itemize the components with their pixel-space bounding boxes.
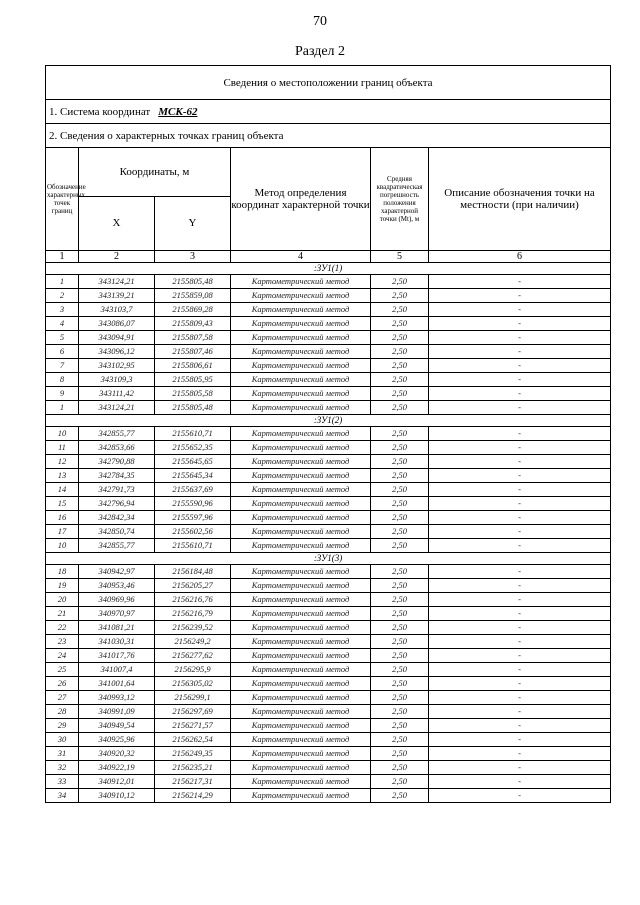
table-row <box>46 775 611 789</box>
coord-y: 2155602,56 <box>155 525 231 539</box>
coord-x: 341007,4 <box>79 663 155 677</box>
group-label: :ЗУ1(1) <box>46 263 611 275</box>
precision: 2,50 <box>371 663 429 677</box>
precision: 2,50 <box>371 677 429 691</box>
point-number: 9 <box>46 387 79 401</box>
coord-y: 2155645,34 <box>155 469 231 483</box>
coord-x: 343109,3 <box>79 373 155 387</box>
header-description: Описание обозначения точки на местности (при наличии) <box>429 148 611 251</box>
table-row <box>46 649 611 663</box>
column-number: 6 <box>429 251 611 263</box>
description: - <box>429 483 611 497</box>
precision: 2,50 <box>371 331 429 345</box>
coord-x: 340970,97 <box>79 607 155 621</box>
precision: 2,50 <box>371 427 429 441</box>
table-row <box>46 345 611 359</box>
description: - <box>429 317 611 331</box>
coord-y: 2155645,65 <box>155 455 231 469</box>
precision: 2,50 <box>371 497 429 511</box>
coord-y: 2156216,76 <box>155 593 231 607</box>
table-row <box>46 455 611 469</box>
coord-x: 340910,12 <box>79 789 155 803</box>
point-number: 5 <box>46 331 79 345</box>
coord-x: 343102,95 <box>79 359 155 373</box>
description: - <box>429 359 611 373</box>
method: Картометрический метод <box>231 789 371 803</box>
coord-x: 341030,31 <box>79 635 155 649</box>
description: - <box>429 539 611 553</box>
table-row <box>46 483 611 497</box>
column-number: 3 <box>155 251 231 263</box>
point-number: 3 <box>46 303 79 317</box>
coord-y: 2156262,54 <box>155 733 231 747</box>
column-number: 5 <box>371 251 429 263</box>
coord-x: 342796,94 <box>79 497 155 511</box>
method: Картометрический метод <box>231 401 371 415</box>
precision: 2,50 <box>371 579 429 593</box>
precision: 2,50 <box>371 539 429 553</box>
table-row <box>46 593 611 607</box>
method: Картометрический метод <box>231 733 371 747</box>
coord-y: 2155610,71 <box>155 427 231 441</box>
coord-x: 343139,21 <box>79 289 155 303</box>
coord-y: 2155809,43 <box>155 317 231 331</box>
precision: 2,50 <box>371 373 429 387</box>
coord-y: 2156217,31 <box>155 775 231 789</box>
method: Картометрический метод <box>231 387 371 401</box>
table-row <box>46 401 611 415</box>
method: Картометрический метод <box>231 677 371 691</box>
description: - <box>429 705 611 719</box>
table-row <box>46 525 611 539</box>
column-number: 4 <box>231 251 371 263</box>
coord-x: 342850,74 <box>79 525 155 539</box>
group-row <box>46 415 611 427</box>
coord-x: 343086,07 <box>79 317 155 331</box>
group-row <box>46 263 611 275</box>
coord-y: 2155597,96 <box>155 511 231 525</box>
point-number: 18 <box>46 565 79 579</box>
description: - <box>429 455 611 469</box>
coord-x: 343111,42 <box>79 387 155 401</box>
description: - <box>429 649 611 663</box>
description: - <box>429 469 611 483</box>
point-number: 10 <box>46 539 79 553</box>
coord-x: 340912,01 <box>79 775 155 789</box>
table-row <box>46 303 611 317</box>
coord-y: 2156295,9 <box>155 663 231 677</box>
coord-y: 2156214,29 <box>155 789 231 803</box>
table-row <box>46 373 611 387</box>
point-number: 2 <box>46 289 79 303</box>
table-row <box>46 705 611 719</box>
table-row <box>46 275 611 289</box>
method: Картометрический метод <box>231 373 371 387</box>
table-row <box>46 441 611 455</box>
method: Картометрический метод <box>231 593 371 607</box>
precision: 2,50 <box>371 719 429 733</box>
coord-x: 342790,88 <box>79 455 155 469</box>
precision: 2,50 <box>371 345 429 359</box>
coord-y: 2155807,58 <box>155 331 231 345</box>
header-coordinates: Координаты, м <box>79 148 231 197</box>
point-number: 33 <box>46 775 79 789</box>
coord-x: 342855,77 <box>79 427 155 441</box>
table-row <box>46 469 611 483</box>
method: Картометрический метод <box>231 761 371 775</box>
coord-y: 2156184,48 <box>155 565 231 579</box>
precision: 2,50 <box>371 303 429 317</box>
point-number: 14 <box>46 483 79 497</box>
method: Картометрический метод <box>231 705 371 719</box>
header-x: X <box>79 197 155 251</box>
description: - <box>429 275 611 289</box>
method: Картометрический метод <box>231 289 371 303</box>
coord-x: 340991,09 <box>79 705 155 719</box>
point-number: 29 <box>46 719 79 733</box>
point-number: 20 <box>46 593 79 607</box>
description: - <box>429 303 611 317</box>
point-number: 30 <box>46 733 79 747</box>
coord-x: 340920,32 <box>79 747 155 761</box>
point-number: 13 <box>46 469 79 483</box>
description: - <box>429 401 611 415</box>
coord-x: 341001,64 <box>79 677 155 691</box>
coord-x: 342791,73 <box>79 483 155 497</box>
description: - <box>429 775 611 789</box>
method: Картометрический метод <box>231 275 371 289</box>
description: - <box>429 497 611 511</box>
method: Картометрический метод <box>231 649 371 663</box>
coord-y: 2155610,71 <box>155 539 231 553</box>
point-number: 23 <box>46 635 79 649</box>
precision: 2,50 <box>371 775 429 789</box>
table-row <box>46 719 611 733</box>
point-number: 10 <box>46 427 79 441</box>
table-row <box>46 289 611 303</box>
table-row <box>46 691 611 705</box>
point-number: 12 <box>46 455 79 469</box>
precision: 2,50 <box>371 275 429 289</box>
column-number: 2 <box>79 251 155 263</box>
coordinate-system-value: МСК-62 <box>158 105 198 118</box>
description: - <box>429 387 611 401</box>
coord-y: 2156205,27 <box>155 579 231 593</box>
coordinate-system-label: 1. Система координат <box>49 105 151 118</box>
description: - <box>429 621 611 635</box>
point-number: 28 <box>46 705 79 719</box>
point-number: 7 <box>46 359 79 373</box>
coord-x: 343124,21 <box>79 401 155 415</box>
coord-x: 342853,66 <box>79 441 155 455</box>
description: - <box>429 663 611 677</box>
precision: 2,50 <box>371 317 429 331</box>
precision: 2,50 <box>371 483 429 497</box>
coord-x: 342855,77 <box>79 539 155 553</box>
point-number: 26 <box>46 677 79 691</box>
description: - <box>429 345 611 359</box>
table-row <box>46 677 611 691</box>
point-number: 1 <box>46 401 79 415</box>
method: Картометрический метод <box>231 525 371 539</box>
table-row <box>46 317 611 331</box>
coord-y: 2155807,46 <box>155 345 231 359</box>
coord-x: 341081,21 <box>79 621 155 635</box>
description: - <box>429 427 611 441</box>
precision: 2,50 <box>371 289 429 303</box>
method: Картометрический метод <box>231 469 371 483</box>
precision: 2,50 <box>371 511 429 525</box>
method: Картометрический метод <box>231 497 371 511</box>
method: Картометрический метод <box>231 331 371 345</box>
table-row <box>46 565 611 579</box>
precision: 2,50 <box>371 747 429 761</box>
description: - <box>429 677 611 691</box>
table-row <box>46 621 611 635</box>
point-number: 16 <box>46 511 79 525</box>
precision: 2,50 <box>371 649 429 663</box>
coord-y: 2155652,35 <box>155 441 231 455</box>
precision: 2,50 <box>371 565 429 579</box>
coord-y: 2155805,48 <box>155 401 231 415</box>
description: - <box>429 289 611 303</box>
point-number: 8 <box>46 373 79 387</box>
method: Картометрический метод <box>231 565 371 579</box>
point-number: 6 <box>46 345 79 359</box>
method: Картометрический метод <box>231 775 371 789</box>
coordinate-system-row <box>46 100 611 124</box>
table-row <box>46 789 611 803</box>
table-row <box>46 607 611 621</box>
point-number: 34 <box>46 789 79 803</box>
coord-x: 340942,97 <box>79 565 155 579</box>
coord-x: 340922,19 <box>79 761 155 775</box>
method: Картометрический метод <box>231 691 371 705</box>
points-heading: 2. Сведения о характерных точках границ объекта <box>46 124 611 148</box>
description: - <box>429 579 611 593</box>
method: Картометрический метод <box>231 511 371 525</box>
header-method: Метод определения координат характерной точки <box>231 148 371 251</box>
method: Картометрический метод <box>231 483 371 497</box>
point-number: 25 <box>46 663 79 677</box>
coord-y: 2155805,58 <box>155 387 231 401</box>
method: Картометрический метод <box>231 441 371 455</box>
coord-y: 2156216,79 <box>155 607 231 621</box>
point-number: 27 <box>46 691 79 705</box>
table-title: Сведения о местоположении границ объекта <box>46 66 611 100</box>
description: - <box>429 607 611 621</box>
description: - <box>429 747 611 761</box>
coord-y: 2155859,08 <box>155 289 231 303</box>
method: Картометрический метод <box>231 539 371 553</box>
method: Картометрический метод <box>231 427 371 441</box>
precision: 2,50 <box>371 733 429 747</box>
table-row <box>46 761 611 775</box>
precision: 2,50 <box>371 621 429 635</box>
section-title: Раздел 2 <box>294 44 346 59</box>
table-row <box>46 387 611 401</box>
coord-y: 2156235,21 <box>155 761 231 775</box>
precision: 2,50 <box>371 401 429 415</box>
coord-y: 2156277,62 <box>155 649 231 663</box>
coord-y: 2155806,61 <box>155 359 231 373</box>
coord-y: 2155805,95 <box>155 373 231 387</box>
column-number: 1 <box>46 251 79 263</box>
description: - <box>429 525 611 539</box>
description: - <box>429 761 611 775</box>
precision: 2,50 <box>371 593 429 607</box>
coord-y: 2156299,1 <box>155 691 231 705</box>
method: Картометрический метод <box>231 359 371 373</box>
precision: 2,50 <box>371 607 429 621</box>
description: - <box>429 511 611 525</box>
method: Картометрический метод <box>231 303 371 317</box>
coord-y: 2156239,52 <box>155 621 231 635</box>
precision: 2,50 <box>371 441 429 455</box>
coord-x: 343103,7 <box>79 303 155 317</box>
table-row <box>46 359 611 373</box>
point-number: 11 <box>46 441 79 455</box>
point-number: 4 <box>46 317 79 331</box>
description: - <box>429 719 611 733</box>
coord-x: 341017,76 <box>79 649 155 663</box>
description: - <box>429 565 611 579</box>
coord-x: 342784,35 <box>79 469 155 483</box>
table-row <box>46 747 611 761</box>
point-number: 22 <box>46 621 79 635</box>
table-row <box>46 331 611 345</box>
coord-x: 343124,21 <box>79 275 155 289</box>
coord-y: 2156305,02 <box>155 677 231 691</box>
coord-x: 342842,34 <box>79 511 155 525</box>
description: - <box>429 733 611 747</box>
group-row <box>46 553 611 565</box>
header-y: Y <box>155 197 231 251</box>
coord-y: 2155590,96 <box>155 497 231 511</box>
point-number: 17 <box>46 525 79 539</box>
point-number: 21 <box>46 607 79 621</box>
coord-y: 2155805,48 <box>155 275 231 289</box>
table-row <box>46 579 611 593</box>
precision: 2,50 <box>371 761 429 775</box>
table-row <box>46 733 611 747</box>
header-precision: Средняя квадратическая погрешность положения характерной точки (Mt), м <box>371 148 429 251</box>
description: - <box>429 331 611 345</box>
precision: 2,50 <box>371 635 429 649</box>
coord-y: 2156271,57 <box>155 719 231 733</box>
point-number: 19 <box>46 579 79 593</box>
coord-y: 2155637,69 <box>155 483 231 497</box>
method: Картометрический метод <box>231 607 371 621</box>
method: Картометрический метод <box>231 621 371 635</box>
point-number: 15 <box>46 497 79 511</box>
coord-x: 340925,96 <box>79 733 155 747</box>
method: Картометрический метод <box>231 579 371 593</box>
precision: 2,50 <box>371 789 429 803</box>
coord-y: 2156249,35 <box>155 747 231 761</box>
description: - <box>429 691 611 705</box>
point-number: 32 <box>46 761 79 775</box>
coord-x: 340953,46 <box>79 579 155 593</box>
coord-x: 340969,96 <box>79 593 155 607</box>
method: Картометрический метод <box>231 345 371 359</box>
precision: 2,50 <box>371 387 429 401</box>
header-point-designation: Обозначение характерных точек границ <box>46 148 79 251</box>
group-label: :ЗУ1(3) <box>46 553 611 565</box>
point-number: 31 <box>46 747 79 761</box>
precision: 2,50 <box>371 705 429 719</box>
table-row <box>46 511 611 525</box>
coord-x: 340949,54 <box>79 719 155 733</box>
description: - <box>429 373 611 387</box>
method: Картометрический метод <box>231 317 371 331</box>
description: - <box>429 593 611 607</box>
description: - <box>429 441 611 455</box>
table-row <box>46 635 611 649</box>
method: Картометрический метод <box>231 747 371 761</box>
method: Картометрический метод <box>231 719 371 733</box>
precision: 2,50 <box>371 455 429 469</box>
point-number: 1 <box>46 275 79 289</box>
coord-y: 2155869,28 <box>155 303 231 317</box>
description: - <box>429 789 611 803</box>
table-row <box>46 497 611 511</box>
table-row <box>46 663 611 677</box>
description: - <box>429 635 611 649</box>
coord-x: 343096,12 <box>79 345 155 359</box>
coord-x: 340993,12 <box>79 691 155 705</box>
precision: 2,50 <box>371 359 429 373</box>
coord-x: 343094,91 <box>79 331 155 345</box>
method: Картометрический метод <box>231 663 371 677</box>
method: Картометрический метод <box>231 455 371 469</box>
point-number: 24 <box>46 649 79 663</box>
precision: 2,50 <box>371 469 429 483</box>
group-label: :ЗУ1(2) <box>46 415 611 427</box>
table-row <box>46 539 611 553</box>
table-row <box>46 427 611 441</box>
boundary-points-table <box>45 65 611 803</box>
method: Картометрический метод <box>231 635 371 649</box>
precision: 2,50 <box>371 691 429 705</box>
coord-y: 2156297,69 <box>155 705 231 719</box>
coord-y: 2156249,2 <box>155 635 231 649</box>
page-number: 70 <box>313 14 327 29</box>
precision: 2,50 <box>371 525 429 539</box>
